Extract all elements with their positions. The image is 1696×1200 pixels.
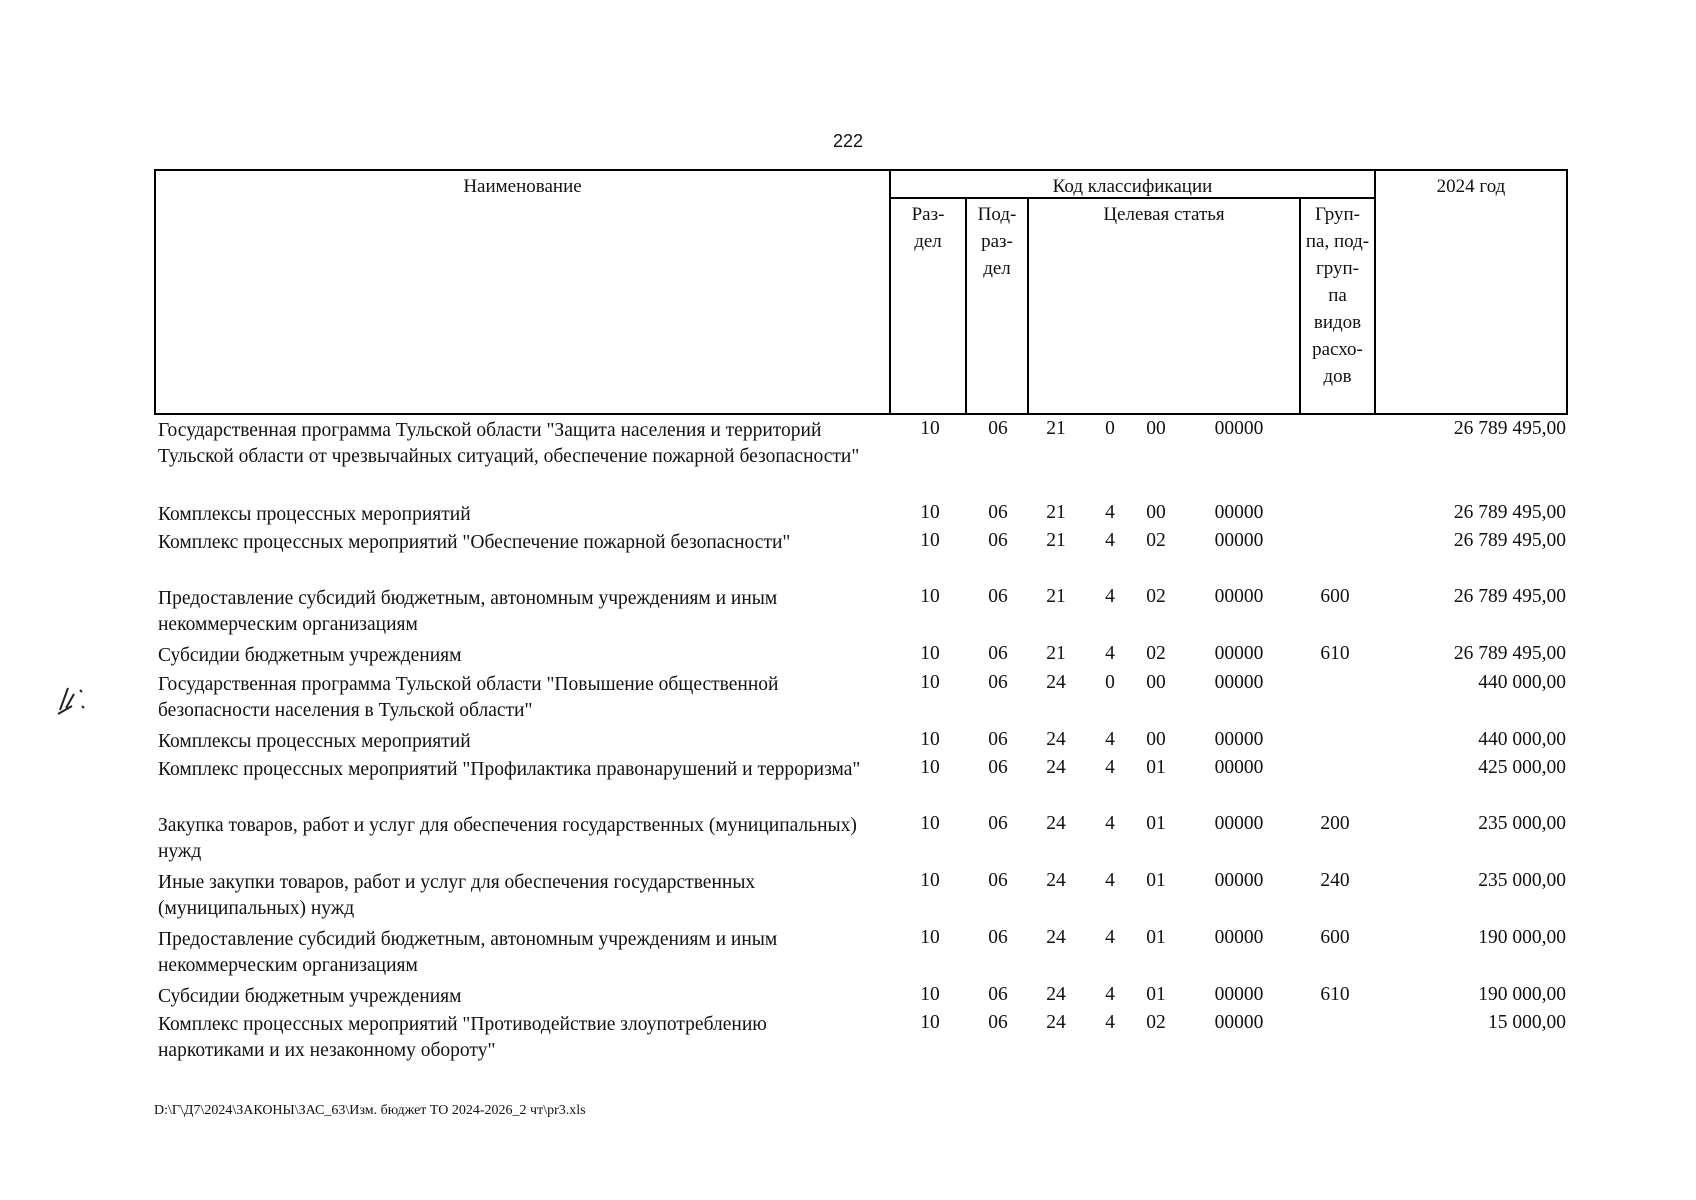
row-razdel: 10 xyxy=(920,870,940,891)
row-target-type: 4 xyxy=(1105,870,1115,891)
row-target-program: 24 xyxy=(1046,757,1066,778)
row-name: Предоставление субсидий бюджетным, автономным учреждениям и иным некоммерческим организациям xyxy=(158,929,778,976)
row-podrazdel: 06 xyxy=(988,984,1008,1005)
row-sum: 190 000,00 xyxy=(1478,927,1566,948)
header-razdel-line: Раз- xyxy=(911,204,945,225)
page-number: 222 xyxy=(832,131,864,151)
row-sum: 15 000,00 xyxy=(1488,1012,1566,1033)
header-gruppa-line: дов xyxy=(1323,366,1352,387)
row-target-direction: 00000 xyxy=(1214,729,1264,750)
row-sum: 26 789 495,00 xyxy=(1453,502,1566,523)
row-target-program: 24 xyxy=(1046,927,1066,948)
row-name: Закупка товаров, работ и услуг для обеспечения государственных (муниципальных) нужд xyxy=(158,815,857,862)
row-name: Комплекс процессных мероприятий "Обеспечение пожарной безопасности" xyxy=(158,532,791,553)
header-podrazdel xyxy=(967,201,1027,282)
header-gruppa-line: видов xyxy=(1313,312,1362,333)
row-target-type: 4 xyxy=(1105,586,1115,607)
header-divider xyxy=(1027,198,1029,413)
row-target-sub: 00 xyxy=(1146,418,1166,439)
header-gruppa-line: па, под- xyxy=(1305,231,1370,252)
row-target-direction: 00000 xyxy=(1214,757,1264,778)
row-target-direction: 00000 xyxy=(1214,530,1264,551)
row-sum: 440 000,00 xyxy=(1478,672,1566,693)
row-target-direction: 00000 xyxy=(1214,813,1264,834)
row-target-sub: 02 xyxy=(1146,530,1166,551)
row-podrazdel: 06 xyxy=(988,530,1008,551)
row-name: Предоставление субсидий бюджетным, автономным учреждениям и иным некоммерческим организациям xyxy=(158,588,778,635)
row-target-program: 24 xyxy=(1046,984,1066,1005)
row-expense-group: 240 xyxy=(1320,870,1350,891)
row-razdel: 10 xyxy=(920,586,940,607)
row-name: Комплексы процессных мероприятий xyxy=(158,504,471,525)
row-target-program: 24 xyxy=(1046,672,1066,693)
row-podrazdel: 06 xyxy=(988,643,1008,664)
row-target-direction: 00000 xyxy=(1214,586,1264,607)
row-target-sub: 01 xyxy=(1146,870,1166,891)
row-target-sub: 01 xyxy=(1146,757,1166,778)
header-gruppa-line: расхо- xyxy=(1312,339,1363,360)
row-target-type: 0 xyxy=(1105,418,1115,439)
row-expense-group: 200 xyxy=(1320,813,1350,834)
row-target-direction: 00000 xyxy=(1214,984,1264,1005)
header-podrazdel-line: Под- xyxy=(977,204,1017,225)
row-razdel: 10 xyxy=(920,813,940,834)
row-target-direction: 00000 xyxy=(1214,418,1264,439)
row-podrazdel: 06 xyxy=(988,813,1008,834)
row-razdel: 10 xyxy=(920,418,940,439)
row-target-program: 21 xyxy=(1046,643,1066,664)
row-target-sub: 00 xyxy=(1146,729,1166,750)
row-razdel: 10 xyxy=(920,757,940,778)
header-razdel xyxy=(891,201,965,255)
header-gruppa-line: Груп- xyxy=(1314,204,1361,225)
header-gruppa-line: па xyxy=(1328,285,1347,306)
row-sum: 235 000,00 xyxy=(1478,813,1566,834)
header-podrazdel-line: раз- xyxy=(981,231,1013,252)
row-name: Государственная программа Тульской области "Защита населения и территорий Тульской области от чрезвычайных ситуаций, обеспечение пожарной безопасности" xyxy=(158,420,860,467)
row-target-program: 21 xyxy=(1046,530,1066,551)
row-target-program: 21 xyxy=(1046,502,1066,523)
row-name: Государственная программа Тульской области "Повышение общественной безопасности населения в Тульской области" xyxy=(158,674,779,721)
row-target-program: 24 xyxy=(1046,729,1066,750)
row-razdel: 10 xyxy=(920,672,940,693)
file-path-footer: D:\Г\Д7\2024\ЗАКОНЫ\ЗАС_63\Изм. бюджет ТО 2024-2026_2 чт\pr3.xls xyxy=(154,1103,586,1118)
row-podrazdel: 06 xyxy=(988,586,1008,607)
row-name: Иные закупки товаров, работ и услуг для обеспечения государственных (муниципальных) нужд xyxy=(158,872,756,919)
row-podrazdel: 06 xyxy=(988,1012,1008,1033)
header-divider xyxy=(1374,171,1376,413)
row-razdel: 10 xyxy=(920,530,940,551)
header-code: Код классификации xyxy=(1052,176,1213,197)
header-year: 2024 год xyxy=(1436,176,1506,197)
header-celevaya: Целевая статья xyxy=(1103,204,1225,225)
header-podrazdel-line: дел xyxy=(983,258,1011,279)
row-podrazdel: 06 xyxy=(988,418,1008,439)
row-sum: 425 000,00 xyxy=(1478,757,1566,778)
row-target-direction: 00000 xyxy=(1214,1012,1264,1033)
row-target-sub: 01 xyxy=(1146,813,1166,834)
row-target-type: 4 xyxy=(1105,813,1115,834)
row-name: Субсидии бюджетным учреждениям xyxy=(158,645,462,666)
row-target-direction: 00000 xyxy=(1214,870,1264,891)
row-target-direction: 00000 xyxy=(1214,927,1264,948)
row-name: Комплекс процессных мероприятий "Профилактика правонарушений и терроризма" xyxy=(158,759,861,780)
row-podrazdel: 06 xyxy=(988,729,1008,750)
row-target-direction: 00000 xyxy=(1214,672,1264,693)
row-target-type: 4 xyxy=(1105,643,1115,664)
row-target-program: 21 xyxy=(1046,586,1066,607)
row-target-program: 24 xyxy=(1046,1012,1066,1033)
row-target-type: 4 xyxy=(1105,757,1115,778)
header-razdel-line: дел xyxy=(914,231,942,252)
row-podrazdel: 06 xyxy=(988,502,1008,523)
row-expense-group: 600 xyxy=(1320,586,1350,607)
row-target-type: 4 xyxy=(1105,502,1115,523)
row-podrazdel: 06 xyxy=(988,927,1008,948)
row-razdel: 10 xyxy=(920,927,940,948)
row-target-type: 4 xyxy=(1105,729,1115,750)
row-name: Субсидии бюджетным учреждениям xyxy=(158,986,462,1007)
row-sum: 440 000,00 xyxy=(1478,729,1566,750)
row-target-sub: 00 xyxy=(1146,502,1166,523)
header-name: Наименование xyxy=(463,176,582,197)
row-target-sub: 01 xyxy=(1146,927,1166,948)
row-podrazdel: 06 xyxy=(988,870,1008,891)
row-target-sub: 02 xyxy=(1146,643,1166,664)
row-sum: 26 789 495,00 xyxy=(1453,530,1566,551)
row-expense-group: 600 xyxy=(1320,927,1350,948)
handwritten-mark xyxy=(52,680,102,720)
row-razdel: 10 xyxy=(920,643,940,664)
row-podrazdel: 06 xyxy=(988,672,1008,693)
row-razdel: 10 xyxy=(920,729,940,750)
row-target-sub: 01 xyxy=(1146,984,1166,1005)
row-sum: 26 789 495,00 xyxy=(1453,643,1566,664)
row-name: Комплексы процессных мероприятий xyxy=(158,731,471,752)
row-target-type: 4 xyxy=(1105,530,1115,551)
row-razdel: 10 xyxy=(920,502,940,523)
row-sum: 26 789 495,00 xyxy=(1453,418,1566,439)
row-razdel: 10 xyxy=(920,984,940,1005)
row-sum: 235 000,00 xyxy=(1478,870,1566,891)
row-podrazdel: 06 xyxy=(988,757,1008,778)
row-target-sub: 02 xyxy=(1146,586,1166,607)
row-razdel: 10 xyxy=(920,1012,940,1033)
row-name: Комплекс процессных мероприятий "Противодействие злоупотреблению наркотиками и их незаконному обороту" xyxy=(158,1014,767,1061)
row-expense-group: 610 xyxy=(1320,984,1350,1005)
row-target-sub: 02 xyxy=(1146,1012,1166,1033)
row-target-program: 24 xyxy=(1046,813,1066,834)
row-target-program: 21 xyxy=(1046,418,1066,439)
row-target-direction: 00000 xyxy=(1214,502,1264,523)
row-target-type: 4 xyxy=(1105,927,1115,948)
header-gruppa xyxy=(1301,201,1374,390)
row-sum: 26 789 495,00 xyxy=(1453,586,1566,607)
row-target-sub: 00 xyxy=(1146,672,1166,693)
row-target-type: 4 xyxy=(1105,984,1115,1005)
table-header xyxy=(154,169,1568,415)
row-expense-group: 610 xyxy=(1320,643,1350,664)
row-target-type: 0 xyxy=(1105,672,1115,693)
header-gruppa-line: груп- xyxy=(1315,258,1360,279)
row-target-direction: 00000 xyxy=(1214,643,1264,664)
row-target-type: 4 xyxy=(1105,1012,1115,1033)
row-sum: 190 000,00 xyxy=(1478,984,1566,1005)
row-target-program: 24 xyxy=(1046,870,1066,891)
